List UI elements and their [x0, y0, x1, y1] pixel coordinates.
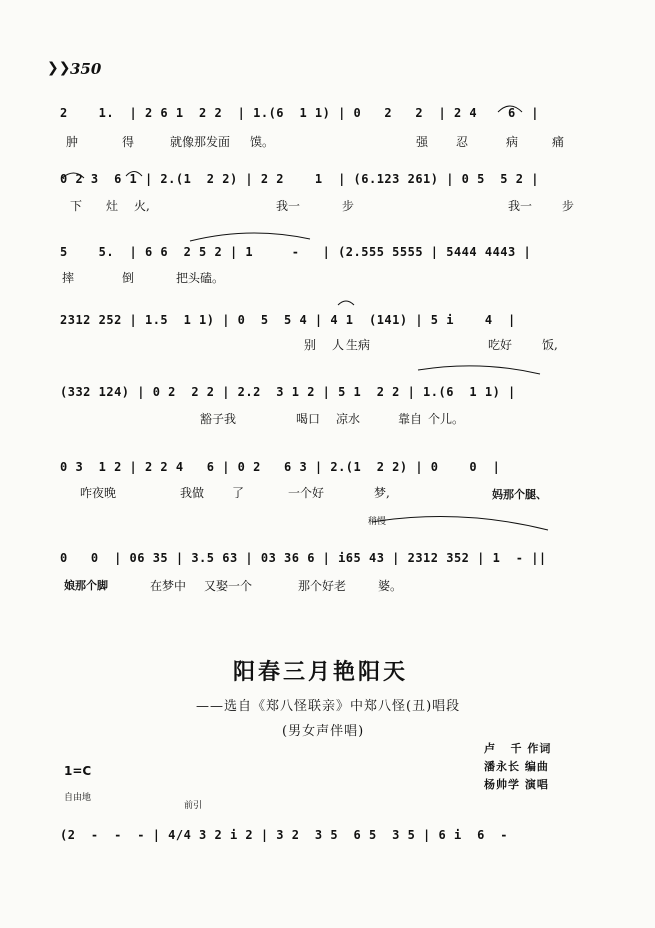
lyric: 步: [342, 199, 355, 213]
notation-line: 2312 252 | 1.5 1 1) | 0 5 5 4 | 4 1 (141) | 5 i 4 |: [60, 313, 516, 327]
lyric: 我做: [180, 486, 205, 500]
lyric: 肿: [66, 135, 79, 149]
credit-performer: 杨帅学 演唱: [484, 778, 549, 791]
lyric: 饭,: [542, 338, 558, 352]
score-system-1: [60, 104, 590, 130]
lyric: 别: [304, 338, 317, 352]
score-system-3: [60, 243, 590, 269]
lyric: 火,: [134, 199, 150, 213]
lyric: 痛: [552, 135, 565, 149]
page-marker-icon: ❯❯: [47, 60, 71, 76]
intro-label: 前引: [184, 801, 203, 811]
lyric: 在梦中: [150, 579, 187, 593]
credit-lyricist: 卢 千 作词: [484, 742, 552, 755]
lyric: 下: [70, 199, 83, 213]
lyric: 靠自: [398, 412, 423, 426]
lyric: 灶: [106, 199, 119, 213]
notation-line: 2 1. | 2 6 1 2 2 | 1.(6 1 1) | 0 2 2 | 2 4 6 |: [60, 106, 539, 120]
lyric: 了: [232, 486, 245, 500]
song-performance-note: (男女声伴唱): [282, 724, 365, 739]
lyric: 喝口: [296, 412, 321, 426]
tempo-indication: 自由地: [64, 793, 92, 803]
lyric: 我一: [276, 199, 301, 213]
notation-line: 0 3 1 2 | 2 2 4 6 | 0 2 6 3 | 2.(1 2 2) | 0 0 |: [60, 460, 501, 474]
score-system-2: [60, 170, 590, 196]
lyric: 生病: [346, 338, 371, 352]
score-system-7: [60, 549, 590, 575]
lyric: 又娶一个: [204, 579, 253, 593]
lyric: 就像那发面: [170, 135, 231, 149]
score-system-5: [60, 383, 590, 409]
notation-line: 0 2 3 6 1 | 2.(1 2 2) | 2 2 1 | (6.123 261) | 0 5 5 2 |: [60, 172, 539, 186]
lyric: 妈那个腿、: [492, 488, 547, 501]
lyric: 凉水: [336, 412, 361, 426]
lyric: 步: [562, 199, 575, 213]
lyric: 个儿。: [428, 412, 465, 426]
lyric: 那个好老: [298, 579, 347, 593]
key-signature: 1=C: [64, 764, 92, 778]
lyric: 馍。: [250, 135, 275, 149]
lyric: 一个好: [288, 486, 325, 500]
score-system-4: [60, 311, 590, 337]
lyric: 摔: [62, 271, 75, 285]
notation-line: 0 0 | 06 35 | 3.5 63 | 03 36 6 | i65 43 | 2312 352 | 1 - ||: [60, 551, 547, 565]
lyric: 病: [506, 135, 519, 149]
intro-system: [60, 826, 590, 852]
lyric: 吃好: [488, 338, 513, 352]
song-title: 阳春三月艳阳天: [233, 659, 409, 685]
lyric: 得: [122, 135, 135, 149]
lyric: 人: [332, 338, 345, 352]
lyric: 豁子我: [200, 412, 237, 426]
lyric: 倒: [122, 271, 135, 285]
lyric: 忍: [456, 135, 469, 149]
lyric: 咋夜晚: [80, 486, 117, 500]
credit-arranger: 潘永长 编曲: [484, 760, 549, 773]
notation-line: (332 124) | 0 2 2 2 | 2.2 3 1 2 | 5 1 2 2 | 1.(6 1 1) |: [60, 385, 516, 399]
tempo-marking: 稍慢: [368, 517, 387, 527]
lyric: 强: [416, 135, 429, 149]
lyric: 把头磕。: [176, 271, 225, 285]
page-number: 350: [70, 60, 102, 78]
score-system-6: [60, 458, 590, 484]
notation-line: 5 5. | 6 6 2 5 2 | 1 - | (2.555 5555 | 5444 4443 |: [60, 245, 532, 259]
lyric: 娘那个脚: [64, 579, 108, 592]
lyric: 梦,: [374, 486, 390, 500]
notation-line: (2 - - - | 4/4 3 2 i 2 | 3 2 3 5 6 5 3 5 | 6 i 6 -: [60, 828, 509, 842]
lyric: 婆。: [378, 579, 403, 593]
lyric: 我一: [508, 199, 533, 213]
song-subtitle: ——选自《郑八怪联亲》中郑八怪(丑)唱段: [196, 699, 461, 714]
